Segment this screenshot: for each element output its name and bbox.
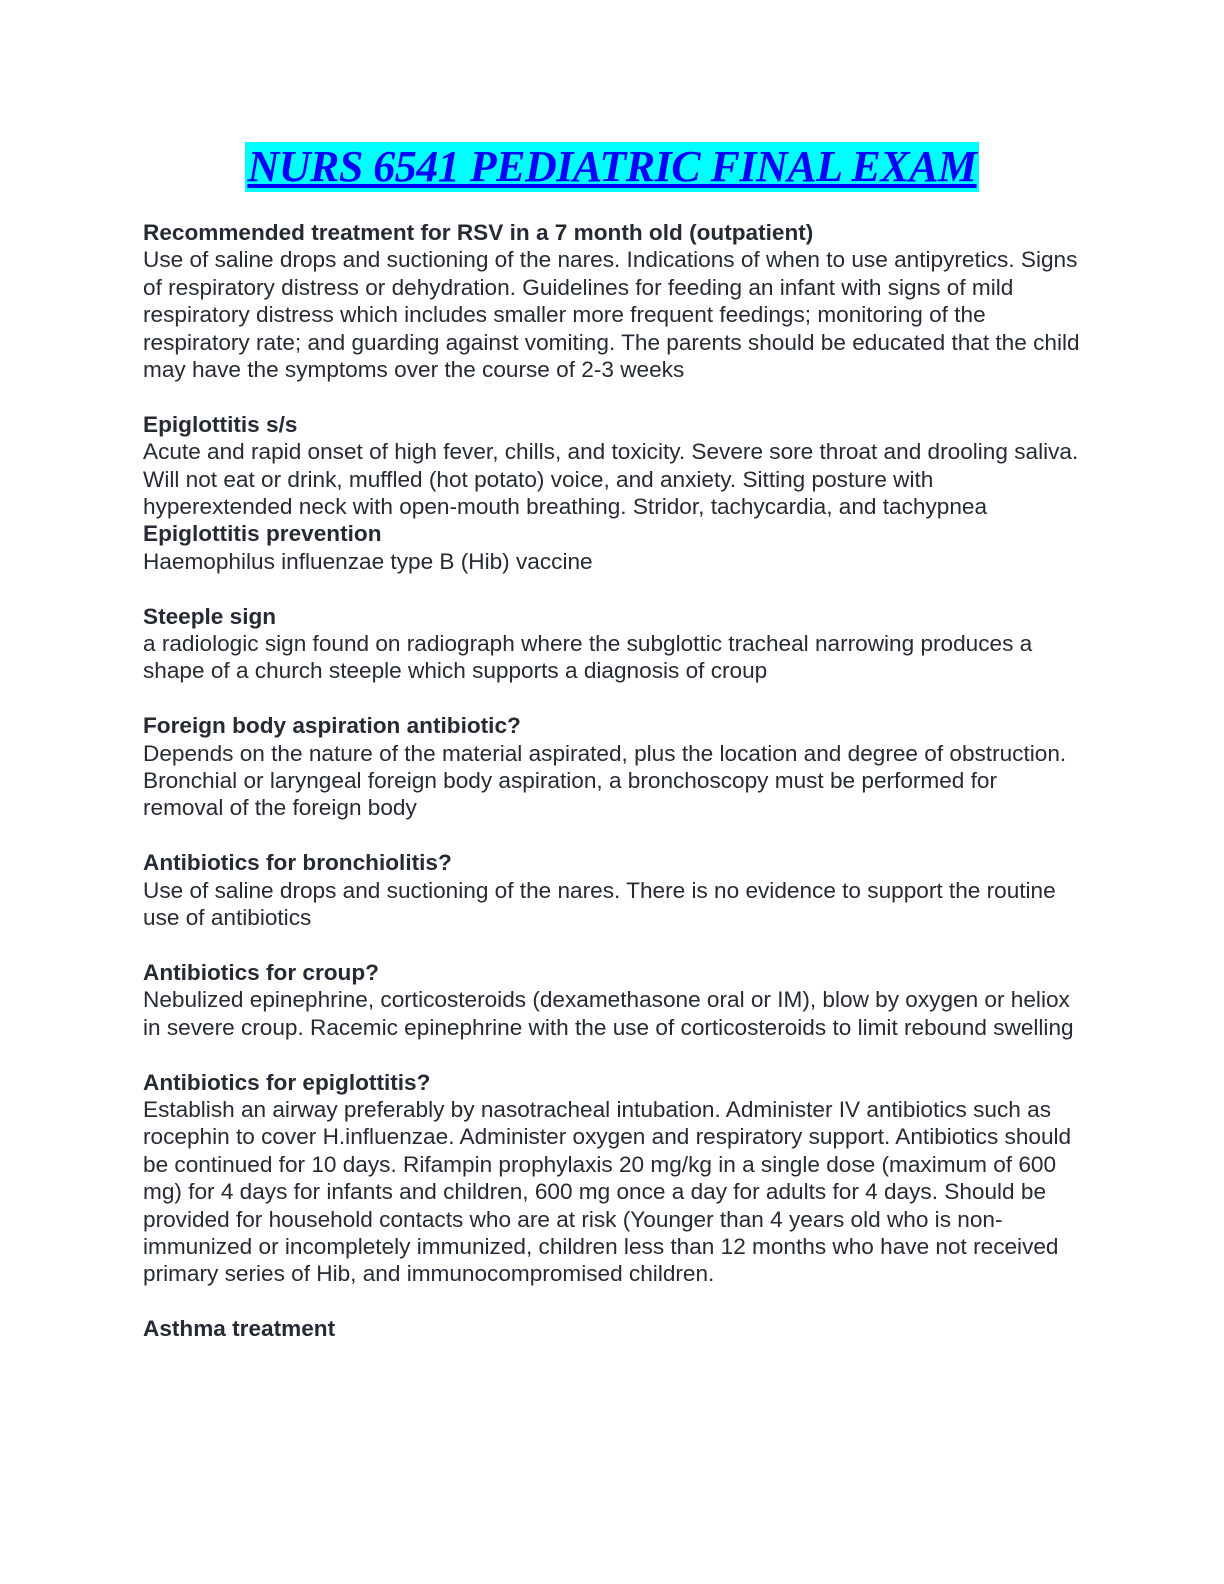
section-asthma-treatment — [143, 1315, 1083, 1342]
section-bronchiolitis — [143, 849, 1083, 931]
section-foreign-body — [143, 712, 1083, 822]
section-body: a radiologic sign found on radiograph where the subglottic tracheal narrowing produces a shape of a church steeple which supports a diagnosis of croup — [143, 631, 1033, 684]
section-heading: Recommended treatment for RSV in a 7 month old (outpatient) — [143, 220, 814, 245]
section-body: Haemophilus influenzae type B (Hib) vaccine — [143, 548, 593, 574]
section-rsv-treatment — [143, 219, 1083, 383]
section-epiglottitis-antibiotics — [143, 1069, 1083, 1288]
section-heading: Foreign body aspiration antibiotic? — [143, 713, 521, 739]
section-body: Acute and rapid onset of high fever, chills, and toxicity. Severe sore throat and drooling saliva. Will not eat or drink, muffled (hot potato) voice, and anxiety. Sitting posture with hyperextended neck with open-mouth breathing. Stridor, tachycardia, and tachypnea — [143, 439, 1079, 520]
section-heading: Epiglottitis prevention — [143, 521, 382, 547]
section-steeple-sign — [143, 603, 1083, 685]
section-body: Depends on the nature of the material aspirated, plus the location and degree of obstruction. Bronchial or laryngeal foreign body aspiration, a bronchoscopy must be performed for removal of the foreign body — [143, 740, 1067, 821]
title-container — [0, 142, 1224, 192]
section-heading: Asthma treatment — [143, 1316, 336, 1342]
section-body: Nebulized epinephrine, corticosteroids (dexamethasone oral or IM), blow by oxygen or heliox in severe croup. Racemic epinephrine with the use of corticosteroids to limit rebound swelling — [143, 987, 1074, 1040]
section-epiglottitis-prevention — [143, 520, 1083, 575]
section-heading: Antibiotics for bronchiolitis? — [143, 850, 452, 876]
section-body: Use of saline drops and suctioning of the nares. Indications of when to use antipyretics. Signs of respiratory distress or dehydration. Guidelines for feeding an infant with signs of mild respiratory distress which includes smaller more frequent feedings; monitoring of the respiratory rate; and guarding against vomiting. The parents should be educated that the child may have the symptoms over the course of 2-3 weeks — [143, 247, 1080, 383]
section-croup — [143, 959, 1083, 1041]
section-heading: Steeple sign — [143, 603, 277, 629]
document-content — [143, 219, 1083, 1343]
section-heading: Antibiotics for epiglottitis? — [143, 1069, 431, 1095]
section-epiglottitis-signs — [143, 411, 1083, 521]
document-title: NURS 6541 PEDIATRIC FINAL EXAM — [247, 142, 977, 191]
section-heading: Antibiotics for croup? — [143, 959, 379, 985]
section-body: Establish an airway preferably by nasotracheal intubation. Administer IV antibiotics such as rocephin to cover H.influenzae. Administer oxygen and respiratory support. Antibiotics should be continued for 10 days. Rifampin prophylaxis 20 mg/kg in a single dose (maximum of 600 mg) for 4 days for infants and children, 600 mg once a day for adults for 4 days. Should be provided for household contacts who are at risk (Younger than 4 years old who is non-immunized or incompletely immunized, children less than 12 months who have not received primary series of Hib, and immunocompromised children. — [143, 1096, 1072, 1287]
section-heading: Epiglottitis s/s — [143, 411, 298, 437]
section-body: Use of saline drops and suctioning of the nares. There is no evidence to support the routine use of antibiotics — [143, 877, 1056, 931]
